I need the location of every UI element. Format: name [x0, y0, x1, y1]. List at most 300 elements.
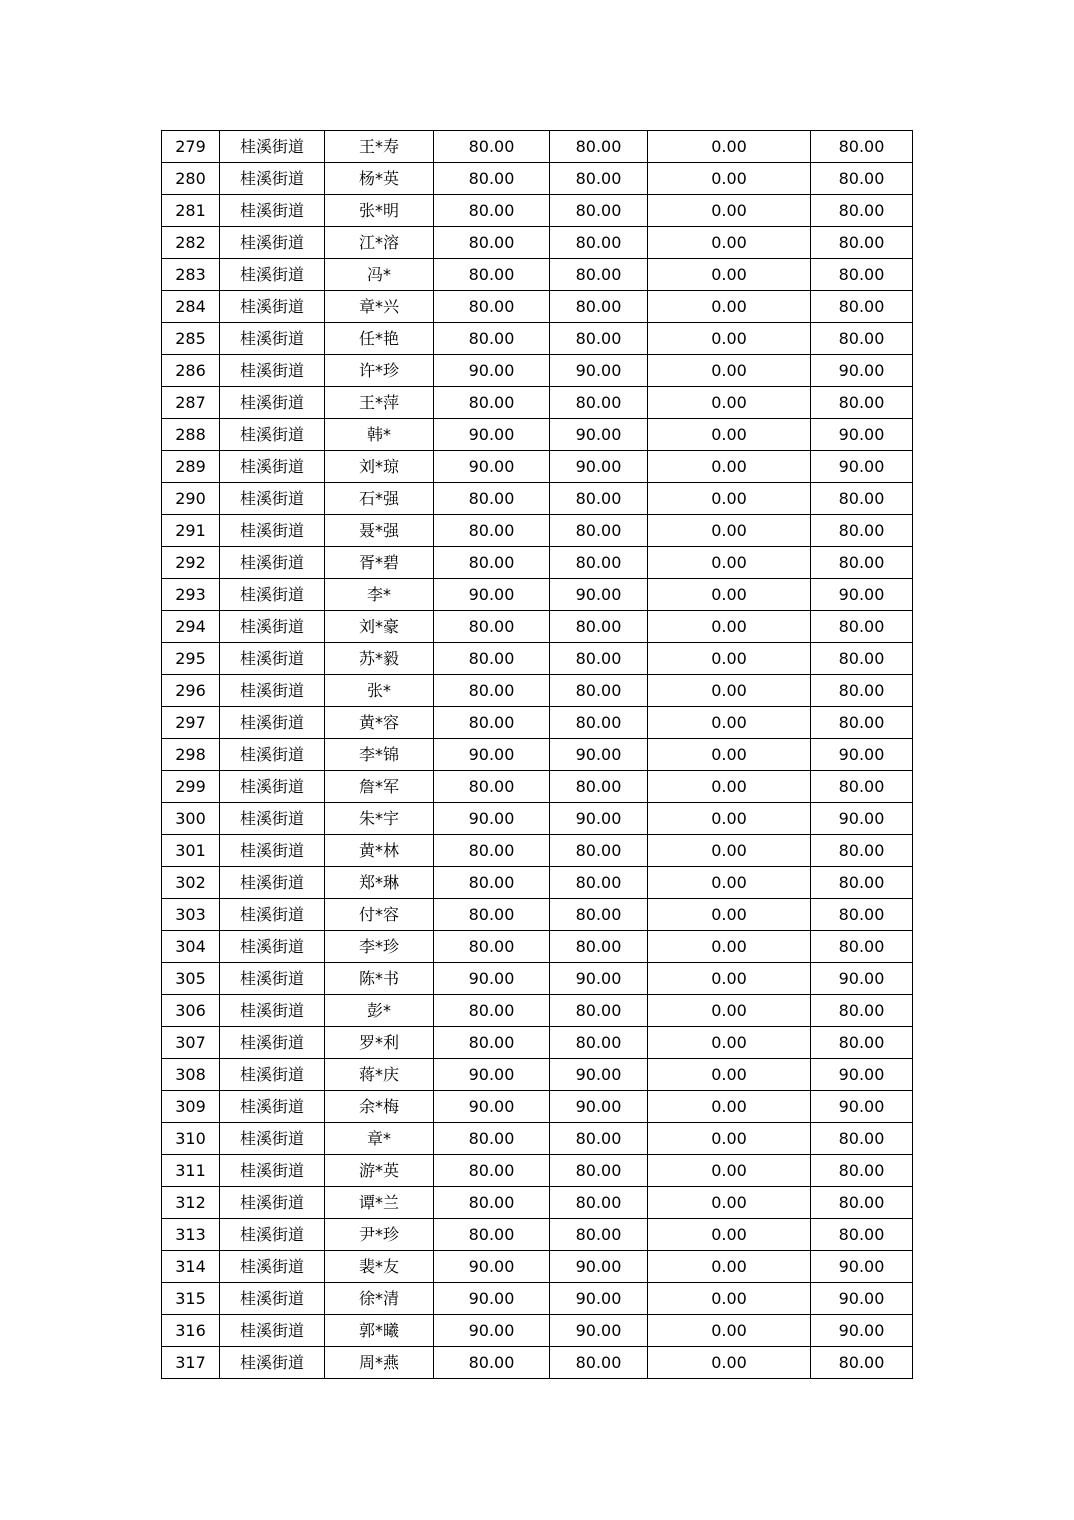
amount-cell: 80.00 — [434, 707, 550, 739]
table-row — [162, 419, 913, 451]
total-cell: 90.00 — [811, 739, 913, 771]
street-cell: 桂溪街道 — [220, 771, 325, 803]
table-row — [162, 1187, 913, 1219]
row-number-cell: 296 — [162, 675, 220, 707]
row-number-cell: 303 — [162, 899, 220, 931]
name-cell: 黄*容 — [325, 707, 434, 739]
name-cell: 李*珍 — [325, 931, 434, 963]
deduction-cell: 0.00 — [648, 1123, 811, 1155]
amount-cell: 90.00 — [434, 963, 550, 995]
deduction-cell: 0.00 — [648, 643, 811, 675]
deduction-cell: 0.00 — [648, 227, 811, 259]
data-table — [161, 130, 913, 1379]
row-number-cell: 310 — [162, 1123, 220, 1155]
street-cell: 桂溪街道 — [220, 867, 325, 899]
name-cell: 杨*英 — [325, 163, 434, 195]
street-cell: 桂溪街道 — [220, 419, 325, 451]
total-cell: 90.00 — [811, 419, 913, 451]
street-cell: 桂溪街道 — [220, 387, 325, 419]
total-cell: 80.00 — [811, 131, 913, 163]
street-cell: 桂溪街道 — [220, 963, 325, 995]
street-cell: 桂溪街道 — [220, 1059, 325, 1091]
street-cell: 桂溪街道 — [220, 131, 325, 163]
street-cell: 桂溪街道 — [220, 1219, 325, 1251]
subsidy-cell: 80.00 — [550, 867, 648, 899]
deduction-cell: 0.00 — [648, 419, 811, 451]
amount-cell: 80.00 — [434, 195, 550, 227]
name-cell: 冯* — [325, 259, 434, 291]
total-cell: 80.00 — [811, 323, 913, 355]
subsidy-cell: 80.00 — [550, 1219, 648, 1251]
amount-cell: 90.00 — [434, 355, 550, 387]
row-number-cell: 281 — [162, 195, 220, 227]
deduction-cell: 0.00 — [648, 963, 811, 995]
street-cell: 桂溪街道 — [220, 163, 325, 195]
table-row — [162, 227, 913, 259]
subsidy-cell: 90.00 — [550, 451, 648, 483]
deduction-cell: 0.00 — [648, 547, 811, 579]
table-row — [162, 739, 913, 771]
subsidy-cell: 90.00 — [550, 803, 648, 835]
table-row — [162, 867, 913, 899]
amount-cell: 80.00 — [434, 227, 550, 259]
name-cell: 刘*琼 — [325, 451, 434, 483]
amount-cell: 90.00 — [434, 579, 550, 611]
amount-cell: 80.00 — [434, 899, 550, 931]
subsidy-cell: 90.00 — [550, 739, 648, 771]
total-cell: 80.00 — [811, 771, 913, 803]
total-cell: 80.00 — [811, 1219, 913, 1251]
name-cell: 付*容 — [325, 899, 434, 931]
subsidy-cell: 80.00 — [550, 1187, 648, 1219]
street-cell: 桂溪街道 — [220, 675, 325, 707]
street-cell: 桂溪街道 — [220, 1155, 325, 1187]
row-number-cell: 314 — [162, 1251, 220, 1283]
total-cell: 80.00 — [811, 483, 913, 515]
deduction-cell: 0.00 — [648, 195, 811, 227]
name-cell: 胥*碧 — [325, 547, 434, 579]
name-cell: 聂*强 — [325, 515, 434, 547]
row-number-cell: 305 — [162, 963, 220, 995]
street-cell: 桂溪街道 — [220, 451, 325, 483]
deduction-cell: 0.00 — [648, 131, 811, 163]
table-row — [162, 259, 913, 291]
total-cell: 80.00 — [811, 163, 913, 195]
amount-cell: 90.00 — [434, 803, 550, 835]
row-number-cell: 285 — [162, 323, 220, 355]
street-cell: 桂溪街道 — [220, 1315, 325, 1347]
subsidy-cell: 80.00 — [550, 515, 648, 547]
name-cell: 郭*曦 — [325, 1315, 434, 1347]
row-number-cell: 301 — [162, 835, 220, 867]
table-row — [162, 483, 913, 515]
amount-cell: 80.00 — [434, 1155, 550, 1187]
table-row — [162, 707, 913, 739]
deduction-cell: 0.00 — [648, 291, 811, 323]
subsidy-cell: 90.00 — [550, 1091, 648, 1123]
total-cell: 80.00 — [811, 515, 913, 547]
subsidy-cell: 80.00 — [550, 259, 648, 291]
subsidy-cell: 80.00 — [550, 323, 648, 355]
amount-cell: 80.00 — [434, 867, 550, 899]
total-cell: 80.00 — [811, 1347, 913, 1379]
row-number-cell: 316 — [162, 1315, 220, 1347]
row-number-cell: 304 — [162, 931, 220, 963]
amount-cell: 90.00 — [434, 1283, 550, 1315]
amount-cell: 80.00 — [434, 131, 550, 163]
deduction-cell: 0.00 — [648, 1091, 811, 1123]
row-number-cell: 292 — [162, 547, 220, 579]
subsidy-cell: 80.00 — [550, 899, 648, 931]
total-cell: 80.00 — [811, 867, 913, 899]
row-number-cell: 297 — [162, 707, 220, 739]
street-cell: 桂溪街道 — [220, 1091, 325, 1123]
street-cell: 桂溪街道 — [220, 291, 325, 323]
amount-cell: 80.00 — [434, 835, 550, 867]
subsidy-cell: 80.00 — [550, 1347, 648, 1379]
name-cell: 石*强 — [325, 483, 434, 515]
table-row — [162, 323, 913, 355]
name-cell: 郑*琳 — [325, 867, 434, 899]
total-cell: 90.00 — [811, 1315, 913, 1347]
street-cell: 桂溪街道 — [220, 995, 325, 1027]
deduction-cell: 0.00 — [648, 1315, 811, 1347]
name-cell: 李* — [325, 579, 434, 611]
total-cell: 90.00 — [811, 1091, 913, 1123]
table-row — [162, 675, 913, 707]
deduction-cell: 0.00 — [648, 483, 811, 515]
amount-cell: 80.00 — [434, 163, 550, 195]
street-cell: 桂溪街道 — [220, 611, 325, 643]
deduction-cell: 0.00 — [648, 1347, 811, 1379]
table-row — [162, 1123, 913, 1155]
name-cell: 尹*珍 — [325, 1219, 434, 1251]
table-row — [162, 771, 913, 803]
street-cell: 桂溪街道 — [220, 931, 325, 963]
total-cell: 80.00 — [811, 899, 913, 931]
row-number-cell: 307 — [162, 1027, 220, 1059]
name-cell: 江*溶 — [325, 227, 434, 259]
subsidy-cell: 80.00 — [550, 675, 648, 707]
amount-cell: 90.00 — [434, 451, 550, 483]
total-cell: 80.00 — [811, 291, 913, 323]
total-cell: 80.00 — [811, 1155, 913, 1187]
row-number-cell: 302 — [162, 867, 220, 899]
row-number-cell: 311 — [162, 1155, 220, 1187]
table-row — [162, 291, 913, 323]
name-cell: 许*珍 — [325, 355, 434, 387]
name-cell: 陈*书 — [325, 963, 434, 995]
name-cell: 詹*军 — [325, 771, 434, 803]
total-cell: 90.00 — [811, 963, 913, 995]
name-cell: 苏*毅 — [325, 643, 434, 675]
total-cell: 80.00 — [811, 611, 913, 643]
amount-cell: 80.00 — [434, 291, 550, 323]
row-number-cell: 284 — [162, 291, 220, 323]
table-row — [162, 131, 913, 163]
street-cell: 桂溪街道 — [220, 739, 325, 771]
street-cell: 桂溪街道 — [220, 707, 325, 739]
table-row — [162, 451, 913, 483]
total-cell: 90.00 — [811, 1059, 913, 1091]
row-number-cell: 308 — [162, 1059, 220, 1091]
table-row — [162, 931, 913, 963]
amount-cell: 90.00 — [434, 1251, 550, 1283]
total-cell: 80.00 — [811, 835, 913, 867]
total-cell: 80.00 — [811, 547, 913, 579]
row-number-cell: 294 — [162, 611, 220, 643]
amount-cell: 80.00 — [434, 1347, 550, 1379]
row-number-cell: 289 — [162, 451, 220, 483]
table-row — [162, 963, 913, 995]
deduction-cell: 0.00 — [648, 163, 811, 195]
street-cell: 桂溪街道 — [220, 1251, 325, 1283]
subsidy-cell: 80.00 — [550, 1155, 648, 1187]
row-number-cell: 306 — [162, 995, 220, 1027]
subsidy-cell: 80.00 — [550, 931, 648, 963]
row-number-cell: 290 — [162, 483, 220, 515]
total-cell: 80.00 — [811, 995, 913, 1027]
subsidy-cell: 80.00 — [550, 195, 648, 227]
street-cell: 桂溪街道 — [220, 483, 325, 515]
name-cell: 朱*宇 — [325, 803, 434, 835]
subsidy-cell: 90.00 — [550, 1315, 648, 1347]
table-row — [162, 163, 913, 195]
subsidy-cell: 80.00 — [550, 291, 648, 323]
amount-cell: 80.00 — [434, 611, 550, 643]
name-cell: 刘*豪 — [325, 611, 434, 643]
table-row — [162, 1027, 913, 1059]
table-row — [162, 1251, 913, 1283]
street-cell: 桂溪街道 — [220, 1283, 325, 1315]
table-row — [162, 387, 913, 419]
amount-cell: 80.00 — [434, 771, 550, 803]
table-row — [162, 1283, 913, 1315]
deduction-cell: 0.00 — [648, 1219, 811, 1251]
row-number-cell: 288 — [162, 419, 220, 451]
name-cell: 王*寿 — [325, 131, 434, 163]
subsidy-cell: 80.00 — [550, 835, 648, 867]
street-cell: 桂溪街道 — [220, 323, 325, 355]
street-cell: 桂溪街道 — [220, 835, 325, 867]
subsidy-cell: 80.00 — [550, 547, 648, 579]
amount-cell: 80.00 — [434, 547, 550, 579]
amount-cell: 80.00 — [434, 675, 550, 707]
street-cell: 桂溪街道 — [220, 1027, 325, 1059]
street-cell: 桂溪街道 — [220, 803, 325, 835]
street-cell: 桂溪街道 — [220, 579, 325, 611]
subsidy-cell: 80.00 — [550, 227, 648, 259]
total-cell: 80.00 — [811, 1123, 913, 1155]
table-row — [162, 643, 913, 675]
amount-cell: 90.00 — [434, 1059, 550, 1091]
name-cell: 谭*兰 — [325, 1187, 434, 1219]
name-cell: 任*艳 — [325, 323, 434, 355]
table-row — [162, 1091, 913, 1123]
deduction-cell: 0.00 — [648, 835, 811, 867]
table-row — [162, 579, 913, 611]
amount-cell: 80.00 — [434, 643, 550, 675]
row-number-cell: 313 — [162, 1219, 220, 1251]
name-cell: 李*锦 — [325, 739, 434, 771]
total-cell: 90.00 — [811, 451, 913, 483]
deduction-cell: 0.00 — [648, 515, 811, 547]
row-number-cell: 317 — [162, 1347, 220, 1379]
table-row — [162, 803, 913, 835]
amount-cell: 90.00 — [434, 419, 550, 451]
name-cell: 罗*利 — [325, 1027, 434, 1059]
total-cell: 80.00 — [811, 1027, 913, 1059]
total-cell: 90.00 — [811, 1283, 913, 1315]
deduction-cell: 0.00 — [648, 387, 811, 419]
amount-cell: 90.00 — [434, 1315, 550, 1347]
row-number-cell: 298 — [162, 739, 220, 771]
table-row — [162, 995, 913, 1027]
subsidy-cell: 90.00 — [550, 963, 648, 995]
subsidy-cell: 80.00 — [550, 131, 648, 163]
total-cell: 80.00 — [811, 387, 913, 419]
amount-cell: 80.00 — [434, 1187, 550, 1219]
street-cell: 桂溪街道 — [220, 547, 325, 579]
table-row — [162, 515, 913, 547]
row-number-cell: 299 — [162, 771, 220, 803]
street-cell: 桂溪街道 — [220, 227, 325, 259]
name-cell: 张* — [325, 675, 434, 707]
street-cell: 桂溪街道 — [220, 195, 325, 227]
name-cell: 蒋*庆 — [325, 1059, 434, 1091]
row-number-cell: 282 — [162, 227, 220, 259]
table-row — [162, 1059, 913, 1091]
subsidy-cell: 90.00 — [550, 579, 648, 611]
total-cell: 90.00 — [811, 803, 913, 835]
street-cell: 桂溪街道 — [220, 1347, 325, 1379]
deduction-cell: 0.00 — [648, 1187, 811, 1219]
name-cell: 徐*清 — [325, 1283, 434, 1315]
row-number-cell: 300 — [162, 803, 220, 835]
deduction-cell: 0.00 — [648, 611, 811, 643]
name-cell: 黄*林 — [325, 835, 434, 867]
street-cell: 桂溪街道 — [220, 899, 325, 931]
deduction-cell: 0.00 — [648, 1027, 811, 1059]
subsidy-cell: 80.00 — [550, 995, 648, 1027]
deduction-cell: 0.00 — [648, 1283, 811, 1315]
subsidy-cell: 80.00 — [550, 163, 648, 195]
row-number-cell: 293 — [162, 579, 220, 611]
total-cell: 80.00 — [811, 675, 913, 707]
subsidy-cell: 80.00 — [550, 611, 648, 643]
deduction-cell: 0.00 — [648, 899, 811, 931]
deduction-cell: 0.00 — [648, 579, 811, 611]
table-row — [162, 1315, 913, 1347]
amount-cell: 80.00 — [434, 931, 550, 963]
street-cell: 桂溪街道 — [220, 643, 325, 675]
deduction-cell: 0.00 — [648, 451, 811, 483]
row-number-cell: 283 — [162, 259, 220, 291]
name-cell: 彭* — [325, 995, 434, 1027]
total-cell: 90.00 — [811, 579, 913, 611]
row-number-cell: 312 — [162, 1187, 220, 1219]
total-cell: 80.00 — [811, 931, 913, 963]
name-cell: 裴*友 — [325, 1251, 434, 1283]
amount-cell: 80.00 — [434, 387, 550, 419]
table-row — [162, 611, 913, 643]
amount-cell: 80.00 — [434, 515, 550, 547]
deduction-cell: 0.00 — [648, 995, 811, 1027]
table-row — [162, 899, 913, 931]
table-row — [162, 1219, 913, 1251]
row-number-cell: 309 — [162, 1091, 220, 1123]
name-cell: 章*兴 — [325, 291, 434, 323]
total-cell: 80.00 — [811, 643, 913, 675]
subsidy-cell: 80.00 — [550, 1123, 648, 1155]
amount-cell: 90.00 — [434, 739, 550, 771]
deduction-cell: 0.00 — [648, 675, 811, 707]
deduction-cell: 0.00 — [648, 1251, 811, 1283]
name-cell: 章* — [325, 1123, 434, 1155]
deduction-cell: 0.00 — [648, 707, 811, 739]
row-number-cell: 315 — [162, 1283, 220, 1315]
deduction-cell: 0.00 — [648, 739, 811, 771]
amount-cell: 80.00 — [434, 483, 550, 515]
total-cell: 80.00 — [811, 259, 913, 291]
subsidy-cell: 80.00 — [550, 387, 648, 419]
amount-cell: 80.00 — [434, 1027, 550, 1059]
table-row — [162, 547, 913, 579]
row-number-cell: 291 — [162, 515, 220, 547]
name-cell: 王*萍 — [325, 387, 434, 419]
deduction-cell: 0.00 — [648, 771, 811, 803]
subsidy-cell: 90.00 — [550, 355, 648, 387]
subsidy-cell: 80.00 — [550, 707, 648, 739]
subsidy-cell: 90.00 — [550, 1283, 648, 1315]
subsidy-cell: 80.00 — [550, 771, 648, 803]
deduction-cell: 0.00 — [648, 931, 811, 963]
name-cell: 韩* — [325, 419, 434, 451]
row-number-cell: 279 — [162, 131, 220, 163]
table-row — [162, 195, 913, 227]
deduction-cell: 0.00 — [648, 323, 811, 355]
name-cell: 张*明 — [325, 195, 434, 227]
subsidy-cell: 90.00 — [550, 419, 648, 451]
amount-cell: 90.00 — [434, 1091, 550, 1123]
street-cell: 桂溪街道 — [220, 515, 325, 547]
total-cell: 80.00 — [811, 227, 913, 259]
street-cell: 桂溪街道 — [220, 259, 325, 291]
street-cell: 桂溪街道 — [220, 1123, 325, 1155]
street-cell: 桂溪街道 — [220, 355, 325, 387]
deduction-cell: 0.00 — [648, 1155, 811, 1187]
amount-cell: 80.00 — [434, 323, 550, 355]
total-cell: 80.00 — [811, 707, 913, 739]
subsidy-cell: 90.00 — [550, 1059, 648, 1091]
table-body — [162, 131, 913, 1379]
subsidy-cell: 80.00 — [550, 1027, 648, 1059]
deduction-cell: 0.00 — [648, 803, 811, 835]
amount-cell: 80.00 — [434, 259, 550, 291]
row-number-cell: 287 — [162, 387, 220, 419]
amount-cell: 80.00 — [434, 995, 550, 1027]
subsidy-cell: 80.00 — [550, 483, 648, 515]
row-number-cell: 280 — [162, 163, 220, 195]
table-row — [162, 1347, 913, 1379]
table-row — [162, 835, 913, 867]
deduction-cell: 0.00 — [648, 259, 811, 291]
name-cell: 周*燕 — [325, 1347, 434, 1379]
subsidy-cell: 80.00 — [550, 643, 648, 675]
table-row — [162, 355, 913, 387]
table-row — [162, 1155, 913, 1187]
deduction-cell: 0.00 — [648, 867, 811, 899]
